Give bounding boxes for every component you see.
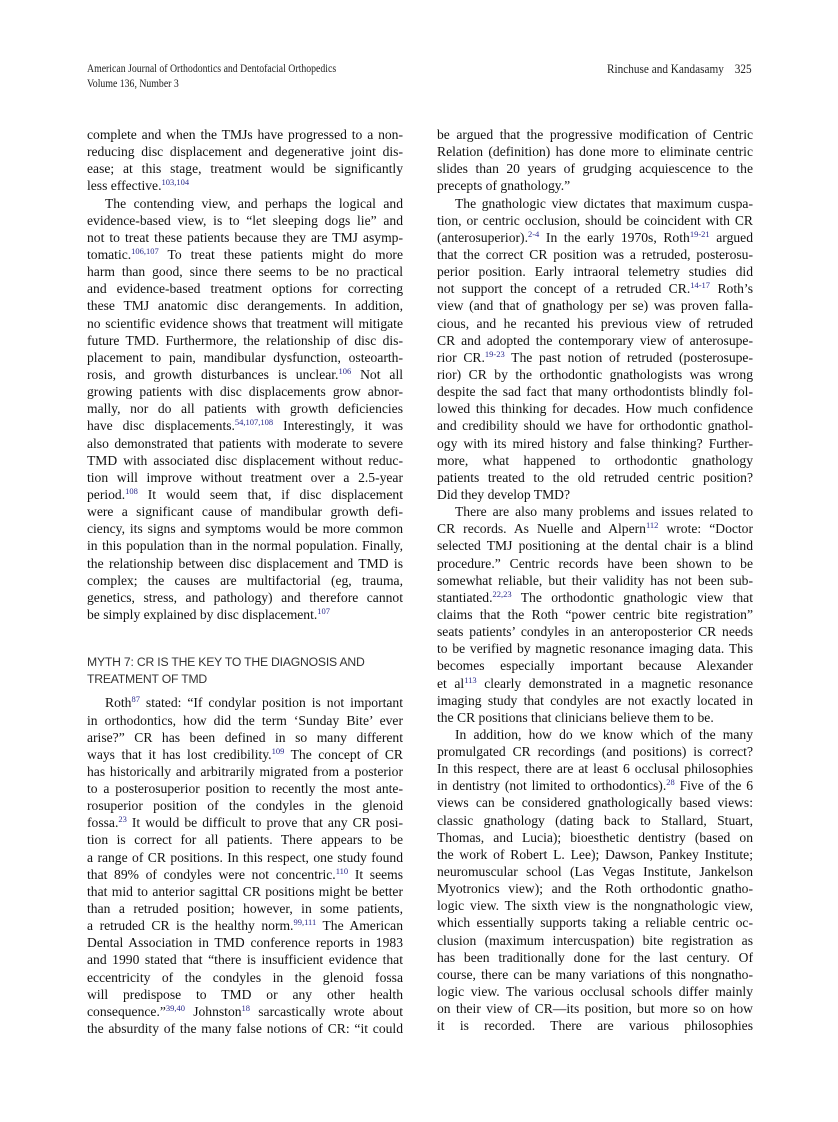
line-text: rior CR.	[437, 349, 485, 365]
text-line	[87, 831, 403, 848]
line-text: ways that it has lost credibility.	[87, 746, 272, 762]
line-text: not support the concept of a retruded CR.	[437, 281, 691, 297]
text-line	[437, 743, 753, 760]
line-text: In addition, how do we know which of the many	[455, 726, 753, 742]
paragraph	[87, 195, 403, 624]
line-text: and credibility should we have for orthodontic gnathol-	[437, 418, 753, 434]
text-line	[87, 212, 403, 229]
text-line	[87, 900, 403, 917]
text-line	[87, 797, 403, 814]
line-text: argued	[709, 229, 754, 245]
line-text: perior position. Early intraoral telemetry studies did	[437, 264, 753, 280]
text-line	[87, 866, 403, 883]
line-text: logic view. The sixth view is the nongnathologic view,	[437, 898, 753, 914]
line-text: patients treated to the old retruded centric position?	[437, 469, 753, 485]
text-line	[437, 932, 753, 949]
line-text: and evidence-based treatment options for correcting	[87, 281, 403, 297]
line-text: rior) CR by the orthodontic gnathologists was wrong	[437, 366, 753, 382]
line-text: eccentricity of the condyles in the glenoid fossa	[87, 969, 403, 985]
line-text: less effective.	[87, 178, 162, 194]
journal-volume: Volume 136, Number 3	[87, 78, 179, 90]
text-line	[437, 297, 753, 314]
line-text: wrote: “Doctor	[658, 521, 753, 537]
citation-link[interactable]: 107	[317, 605, 331, 616]
line-text: The gnathologic view dictates that maximum cuspa-	[455, 195, 753, 211]
text-line	[437, 452, 753, 469]
text-line	[437, 383, 753, 400]
text-line	[87, 1020, 403, 1037]
line-text: not to treat these patients because they are TMJ asymp-	[87, 229, 403, 245]
line-text: stantiated.	[437, 589, 493, 605]
line-text: seats patients’ condyles in an anteroposterior CR needs	[437, 624, 753, 640]
text-line	[87, 297, 403, 314]
text-line	[87, 263, 403, 280]
line-text: be argued that the progressive modification of Centric	[437, 127, 753, 142]
line-text: harm than good, since there seems to be no practical	[87, 264, 403, 280]
line-text: Dental Association in TMD conference reports in 1983	[87, 935, 403, 951]
line-text: To treat these patients might do more	[158, 246, 403, 262]
line-text: view (and that of gnathology per se) was proven falla-	[437, 298, 753, 314]
text-line	[87, 934, 403, 951]
text-line	[437, 126, 753, 143]
text-line	[437, 143, 753, 160]
line-text: course, there can be many variations of this nongnatho-	[437, 966, 753, 982]
line-text: tion will improve without treatment over a 2.5-year	[87, 469, 403, 485]
text-line	[87, 537, 403, 554]
text-line	[437, 880, 753, 897]
line-text: placement to pain, mandibular dysfunction, osteoarth-	[87, 349, 403, 365]
text-line	[87, 712, 403, 729]
section-heading	[87, 654, 403, 688]
text-line	[87, 452, 403, 469]
text-line	[437, 983, 753, 1000]
text-line	[437, 949, 753, 966]
line-text: The American	[316, 918, 404, 934]
citation-link[interactable]: 110	[335, 865, 349, 876]
line-text: tomatic.	[87, 246, 132, 262]
text-line	[87, 606, 403, 623]
line-text: In the early 1970s, Roth	[539, 229, 690, 245]
text-line	[437, 606, 753, 623]
line-text: selected TMJ positioning at the dental chair is a blind	[437, 538, 753, 554]
line-text: in orthodontics, how did the term ‘Sunday Bite’ ever	[87, 712, 403, 728]
text-line	[87, 126, 403, 143]
citation-link[interactable]: 106	[338, 365, 352, 376]
paragraph	[437, 503, 753, 726]
line-text: rosis, and growth disturbances is unclear.	[87, 366, 339, 382]
paragraph	[87, 126, 403, 195]
text-line	[437, 726, 753, 743]
citation-link[interactable]: 109	[271, 745, 285, 756]
line-text: despite the sad fact that many orthodontists blindly fol-	[437, 384, 753, 400]
text-line	[437, 263, 753, 280]
text-line	[437, 572, 753, 589]
line-text: stated: “If condylar position is not important	[139, 695, 403, 711]
line-text: evidence-based view, is to “let sleeping dogs lie” and	[87, 212, 403, 228]
text-line	[437, 589, 753, 606]
text-line	[87, 814, 403, 831]
line-text: complex; the causes are multifactorial (eg, trauma,	[87, 572, 403, 588]
citation-link[interactable]: 2-4	[527, 228, 540, 239]
line-text: period.	[87, 486, 126, 502]
line-text: It seems	[348, 866, 404, 882]
text-line	[87, 195, 403, 212]
line-text: be simply explained by disc displacement.	[87, 606, 318, 622]
line-text: It would be difficult to prove that any CR posi-	[126, 815, 403, 831]
line-text: will predispose to TMD or any other health	[87, 986, 403, 1002]
line-text: clearly demonstrated in a magnetic resonance	[476, 675, 753, 691]
line-text: Thomas, and Lucia); bioesthetic dentistry (based on	[437, 829, 753, 845]
line-text: also demonstrated that patients with moderate to severe	[87, 435, 403, 451]
line-text: et al	[437, 675, 465, 691]
text-line	[87, 1003, 403, 1020]
line-text: which essentially supports taking a reliable centric oc-	[437, 915, 753, 931]
line-text: ogy with its mired history and false thinking? Further-	[437, 435, 753, 451]
paragraph	[437, 726, 753, 1035]
line-text: the relationship between disc displacement and TMD is	[87, 555, 403, 571]
journal-info	[87, 62, 336, 92]
citation-link[interactable]: 19-21	[689, 228, 710, 239]
authors: Rinchuse and Kandasamy	[607, 62, 725, 76]
line-text: has historically and arbitrarily migrated from a posterior	[87, 763, 403, 779]
line-text: no scientific evidence shows that treatment will mitigate	[87, 315, 403, 331]
line-text: There are also many problems and issues related to	[455, 504, 753, 520]
paragraph	[437, 195, 753, 504]
text-line	[87, 366, 403, 383]
line-text: that the correct CR position was a retruded, posterosu-	[437, 246, 753, 262]
citation-link[interactable]: 106,107	[131, 245, 159, 256]
text-line	[87, 951, 403, 968]
line-text: tion is correct for all patients. There appears to be	[87, 832, 403, 848]
text-line	[87, 435, 403, 452]
line-text: TMD with associated disc displacement without reduc-	[87, 452, 403, 468]
line-text: claims that the Roth “power centric bite registration”	[437, 606, 753, 622]
citation-link[interactable]: 113	[464, 674, 477, 685]
text-line	[437, 520, 753, 537]
citation-link[interactable]: 99,111	[293, 917, 317, 928]
text-line	[87, 746, 403, 763]
text-line	[87, 589, 403, 606]
left-column	[87, 126, 403, 1037]
text-line	[437, 640, 753, 657]
line-text: In this respect, there are at least 6 occlusal philosophies	[437, 761, 753, 777]
page-number: 325	[735, 62, 752, 76]
text-line	[437, 349, 753, 366]
citation-link[interactable]: 18	[241, 1002, 251, 1013]
line-text: Myotronics view); and the Roth orthodontic gnatho-	[437, 881, 753, 897]
text-line	[437, 675, 753, 692]
line-text: sarcastically wrote about	[250, 1003, 403, 1019]
text-line	[437, 1017, 753, 1034]
line-text: genetics, stress, and pathology) and therefore cannot	[87, 589, 403, 605]
line-text: and 1990 stated that “there is insufficient evidence that	[87, 952, 403, 968]
citation-link[interactable]: 14-17	[690, 280, 711, 291]
line-text: procedure.” Centric records have been shown to be	[437, 555, 753, 571]
line-text: clusion (maximum intercuspation) bite registration as	[437, 932, 753, 948]
line-text: on their view of CR—its position, but more so on how	[437, 1001, 753, 1017]
line-text: Johnston	[185, 1003, 242, 1019]
line-text: future TMD. Furthermore, the relationship of disc dis-	[87, 332, 403, 348]
line-text: becomes especially important because Alexander	[437, 658, 753, 674]
text-line	[87, 246, 403, 263]
text-line	[87, 315, 403, 332]
line-text: fossa.	[87, 815, 119, 831]
line-text: imaging study that condyles are not exactly located in	[437, 692, 753, 708]
text-line	[87, 572, 403, 589]
line-text: in this population than in the normal population. Finally,	[87, 538, 403, 554]
line-text: cious, and he recanted his previous view of retruded	[437, 315, 753, 331]
line-text: lowed this thinking for decades. How much confidence	[437, 401, 753, 417]
text-line	[87, 780, 403, 797]
line-text: the absurdity of the many false notions of CR: “it could	[87, 1021, 403, 1037]
line-text: complete and when the TMJs have progressed to a non-	[87, 127, 403, 142]
text-line	[87, 986, 403, 1003]
paragraph	[87, 694, 403, 1037]
line-text: classic gnathology (dating back to Stallard, Stuart,	[437, 812, 753, 828]
text-line	[87, 694, 403, 711]
line-text: have disc displacements.	[87, 418, 235, 434]
text-line	[87, 520, 403, 537]
citation-link[interactable]: 87	[131, 694, 140, 705]
text-line	[87, 486, 403, 503]
line-text: growing patients with disc displacements grow abnor-	[87, 384, 403, 400]
text-line	[87, 469, 403, 486]
line-text: logic view. The various occlusal schools differ mainly	[437, 984, 753, 1000]
text-line	[87, 763, 403, 780]
citation-link[interactable]: 22,23	[492, 588, 512, 599]
text-line	[437, 435, 753, 452]
text-line	[437, 709, 753, 726]
line-text: mally, nor do all patients with growth deficiencies	[87, 401, 403, 417]
text-line	[437, 160, 753, 177]
text-line	[87, 332, 403, 349]
text-line	[437, 966, 753, 983]
text-line	[437, 537, 753, 554]
text-line	[437, 417, 753, 434]
line-text: to a posterosuperior position to recently the most ante-	[87, 781, 403, 797]
line-text: Five of the 6	[674, 778, 753, 794]
text-line	[437, 657, 753, 674]
citation-link[interactable]: 108	[125, 485, 138, 496]
citation-link[interactable]: 28	[666, 777, 675, 788]
text-line	[87, 917, 403, 934]
line-text: it is recorded. There are various philosophies	[437, 1018, 753, 1034]
line-text: somewhat reliable, but their validity has not been sub-	[437, 572, 753, 588]
text-line	[437, 555, 753, 572]
text-line	[437, 400, 753, 417]
text-line	[437, 195, 753, 212]
line-text: precepts of gnathology.”	[437, 178, 571, 194]
journal-title: American Journal of Orthodontics and Dentofacial Orthopedics	[87, 63, 337, 75]
text-line	[87, 229, 403, 246]
line-text: slides than 20 years of grudging acquiescence to the	[437, 161, 753, 177]
line-text: a range of CR positions. In this respect, one study found	[87, 849, 403, 865]
text-line	[437, 846, 753, 863]
line-text: that 89% of condyles were not concentric.	[87, 866, 336, 882]
text-line	[87, 160, 403, 177]
text-line	[87, 417, 403, 434]
text-line	[87, 849, 403, 866]
line-text: consequence.”	[87, 1003, 166, 1019]
text-line	[437, 332, 753, 349]
line-text: reducing disc displacement and degenerative joint dis-	[87, 144, 403, 160]
text-line	[437, 692, 753, 709]
text-line	[437, 229, 753, 246]
line-text: a retruded CR is the healthy norm.	[87, 918, 294, 934]
line-text: the CR positions that clinicians believe them to be.	[437, 709, 714, 725]
line-text: Roth	[105, 695, 132, 711]
line-text: has been traditionally done for the last century. Of	[437, 949, 753, 965]
line-text: Relation (definition) has done more to eliminate centric	[437, 144, 753, 160]
line-text: than a retruded position; however, in some patients,	[87, 901, 403, 917]
citation-link[interactable]: 23	[118, 814, 127, 825]
line-text: arise?” CR has been defined in so many different	[87, 729, 403, 745]
text-line	[437, 246, 753, 263]
line-text: that mid to anterior sagittal CR positions might be better	[87, 883, 403, 899]
line-text: CR records. As Nuelle and Alpern	[437, 521, 646, 537]
text-line	[437, 829, 753, 846]
line-text: these TMJ anatomic disc derangements. In addition,	[87, 298, 403, 314]
text-line	[87, 383, 403, 400]
text-line	[87, 400, 403, 417]
line-text: The past notion of retruded (posterosupe-	[504, 349, 753, 365]
line-text: It would seem that, if disc displacement	[137, 486, 403, 502]
line-text: in dentistry (not limited to orthodontics).	[437, 778, 667, 794]
line-text: The contending view, and perhaps the logical and	[105, 195, 403, 211]
line-text: neuromuscular school (Las Vegas Institute, Jankelson	[437, 864, 753, 880]
text-line	[87, 729, 403, 746]
text-line	[87, 280, 403, 297]
line-text: The concept of CR	[284, 746, 403, 762]
citation-link[interactable]: 54,107,108	[234, 417, 274, 428]
text-line	[87, 883, 403, 900]
text-line	[437, 794, 753, 811]
line-text: Roth’s	[710, 281, 753, 297]
text-line	[87, 143, 403, 160]
line-text: ciency, its signs and symptoms would be more common	[87, 521, 403, 537]
line-text: Did they develop TMD?	[437, 486, 571, 502]
line-text: Not all	[351, 366, 404, 382]
line-text: to be verified by magnetic resonance imaging data. This	[437, 641, 753, 657]
text-line	[437, 1000, 753, 1017]
line-text: were a significant cause of mandibular growth defi-	[87, 504, 403, 520]
text-line	[437, 623, 753, 640]
heading-line: MYTH 7: CR IS THE KEY TO THE DIAGNOSIS AND	[87, 655, 365, 670]
text-line	[87, 177, 403, 194]
line-text: views can be considered gnathologically based views:	[437, 795, 753, 811]
text-line	[87, 969, 403, 986]
text-line	[437, 315, 753, 332]
citation-link[interactable]: 19-23	[484, 348, 505, 359]
text-line	[437, 212, 753, 229]
text-line	[437, 469, 753, 486]
paragraph	[437, 126, 753, 195]
text-line	[437, 897, 753, 914]
line-text: CR and adopted the contemporary view of anterosupe-	[437, 332, 753, 348]
text-line	[437, 366, 753, 383]
text-line	[437, 914, 753, 931]
line-text: promulgated CR recordings (and positions) is correct?	[437, 744, 753, 760]
citation-link[interactable]: 112	[645, 520, 659, 531]
text-line	[437, 760, 753, 777]
author-page-info	[607, 62, 752, 77]
text-line	[87, 555, 403, 572]
text-line	[87, 349, 403, 366]
text-line	[437, 863, 753, 880]
text-line	[87, 503, 403, 520]
citation-link[interactable]: 39,40	[165, 1002, 185, 1013]
line-text: more, what happened to orthodontic gnathology	[437, 452, 753, 468]
text-line	[437, 486, 753, 503]
citation-link[interactable]: 103,104	[161, 177, 190, 188]
text-line	[437, 177, 753, 194]
heading-line: TREATMENT OF TMD	[87, 672, 208, 687]
text-line	[437, 280, 753, 297]
right-column	[437, 126, 753, 1034]
line-text: ease; at this stage, treatment would be significantly	[87, 161, 403, 177]
line-text: The orthodontic gnathologic view that	[511, 589, 753, 605]
line-text: Interestingly, it was	[273, 418, 403, 434]
text-line	[437, 503, 753, 520]
text-line	[437, 812, 753, 829]
line-text: (anterosuperior).	[437, 229, 528, 245]
line-text: the work of Robert L. Lee); Dawson, Pankey Institute;	[437, 846, 753, 862]
line-text: rosuperior position of the condyles in the glenoid	[87, 798, 403, 814]
text-line	[437, 777, 753, 794]
line-text: tion, or centric occlusion, should be coincident with CR	[437, 212, 753, 228]
